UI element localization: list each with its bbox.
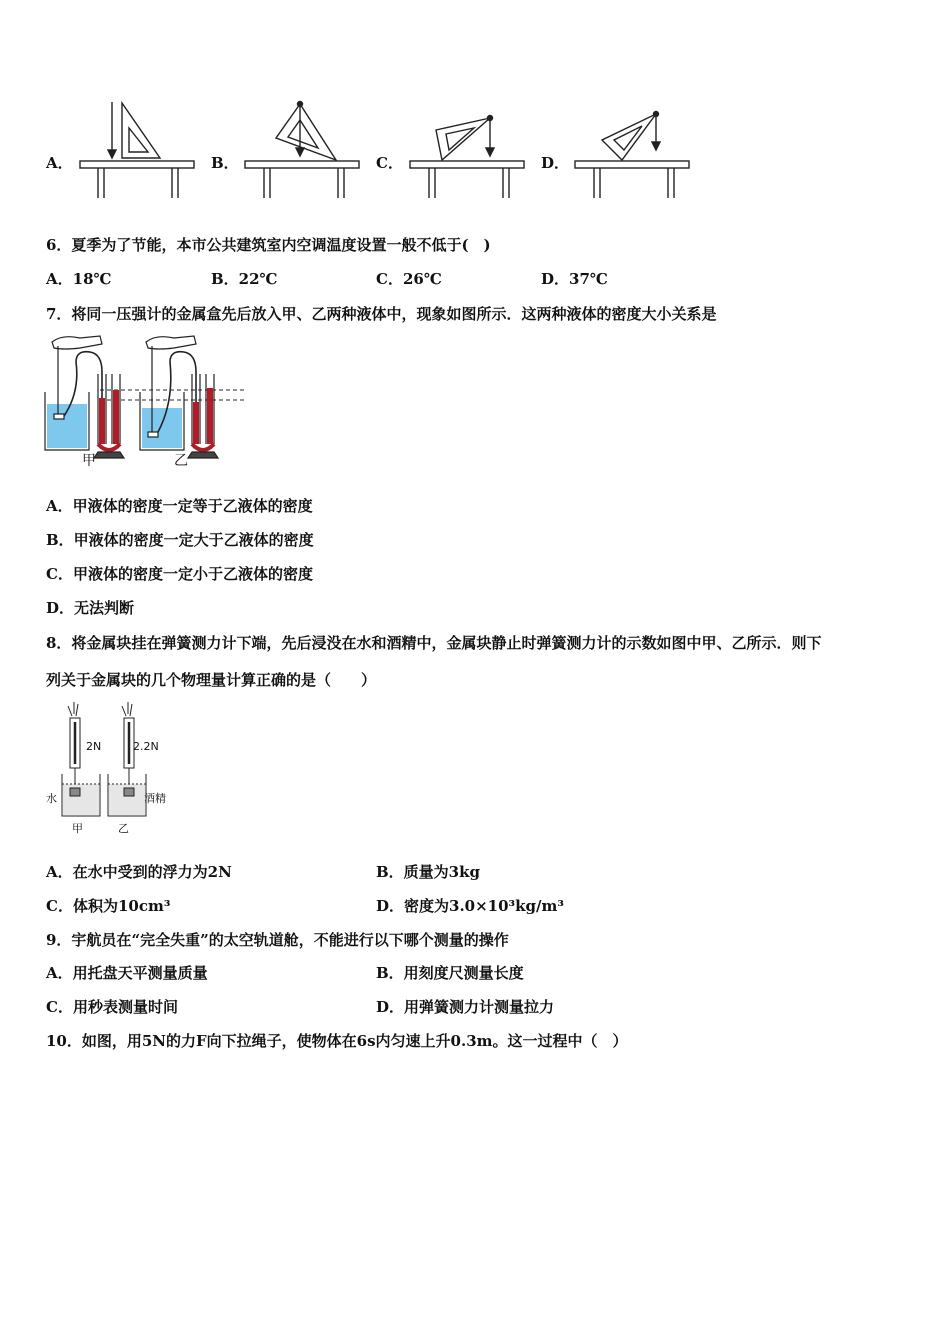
q6-option-c: C．26℃ [376,270,442,288]
q8-reading-right: 2.2N [133,740,159,753]
q8-reading-left: 2N [86,740,102,753]
q5-label-d: D． [541,154,570,172]
q8-option-c: C．体积为10cm³ [46,897,171,915]
q7-stem: 7．将同一压强计的金属盒先后放入甲、乙两种液体中，现象如图所示．这两种液体的密度大小关系是 [46,305,717,323]
q8-option-b: B．质量为3kg [376,863,480,881]
table-c-diagram [410,116,524,199]
q8-stem-line2: 列关于金属块的几个物理量计算正确的是（ ） [46,671,377,689]
q5-label-a: A． [46,154,73,172]
q8-liquid-right: 酒精 [144,792,166,805]
q6-option-d: D．37℃ [541,270,608,288]
q6-option-b: B．22℃ [211,270,278,288]
q8-liquid-left: 水 [46,792,57,805]
q9-option-b: B．用刻度尺测量长度 [376,964,524,982]
q7-pressure-gauge-diagram [40,332,250,472]
q9-option-d: D．用弹簧测力计测量拉力 [376,998,555,1016]
q8-spring-scale-diagram [40,700,180,840]
q7-fig-label-jia: 甲 [82,453,96,469]
q8-option-d: D．密度为3.0×10³kg/m³ [376,897,564,915]
q8-option-a: A．在水中受到的浮力为2N [46,863,232,881]
q9-stem: 9．宇航员在“完全失重”的太空轨道舱，不能进行以下哪个测量的操作 [46,931,509,949]
q7-option-c: C．甲液体的密度一定小于乙液体的密度 [46,565,313,583]
q7-option-b: B．甲液体的密度一定大于乙液体的密度 [46,531,314,549]
q8-label-jia: 甲 [72,822,83,835]
q5-diagram [0,90,950,210]
q6-option-a: A．18℃ [46,270,112,288]
q8-stem-line1: 8．将金属块挂在弹簧测力计下端，先后浸没在水和酒精中，金属块静止时弹簧测力计的示数如图中甲、乙所示．则下 [46,634,822,652]
q5-label-c: C． [376,154,403,172]
table-a-diagram [80,102,194,198]
table-b-diagram [245,102,359,199]
q8-label-yi: 乙 [118,822,129,835]
q6-stem: 6．夏季为了节能，本市公共建筑室内空调温度设置一般不低于( ) [46,236,491,254]
table-d-diagram [575,112,689,199]
q9-option-a: A．用托盘天平测量质量 [46,964,208,982]
q5-label-b: B． [211,154,239,172]
q7-option-d: D．无法判断 [46,599,135,617]
q9-option-c: C．用秒表测量时间 [46,998,178,1016]
q7-fig-label-yi: 乙 [174,453,188,469]
q10-stem: 10．如图，用5N的力F向下拉绳子，使物体在6s内匀速上升0.3m。这一过程中（ ） [46,1032,628,1050]
q7-option-a: A．甲液体的密度一定等于乙液体的密度 [46,497,313,515]
